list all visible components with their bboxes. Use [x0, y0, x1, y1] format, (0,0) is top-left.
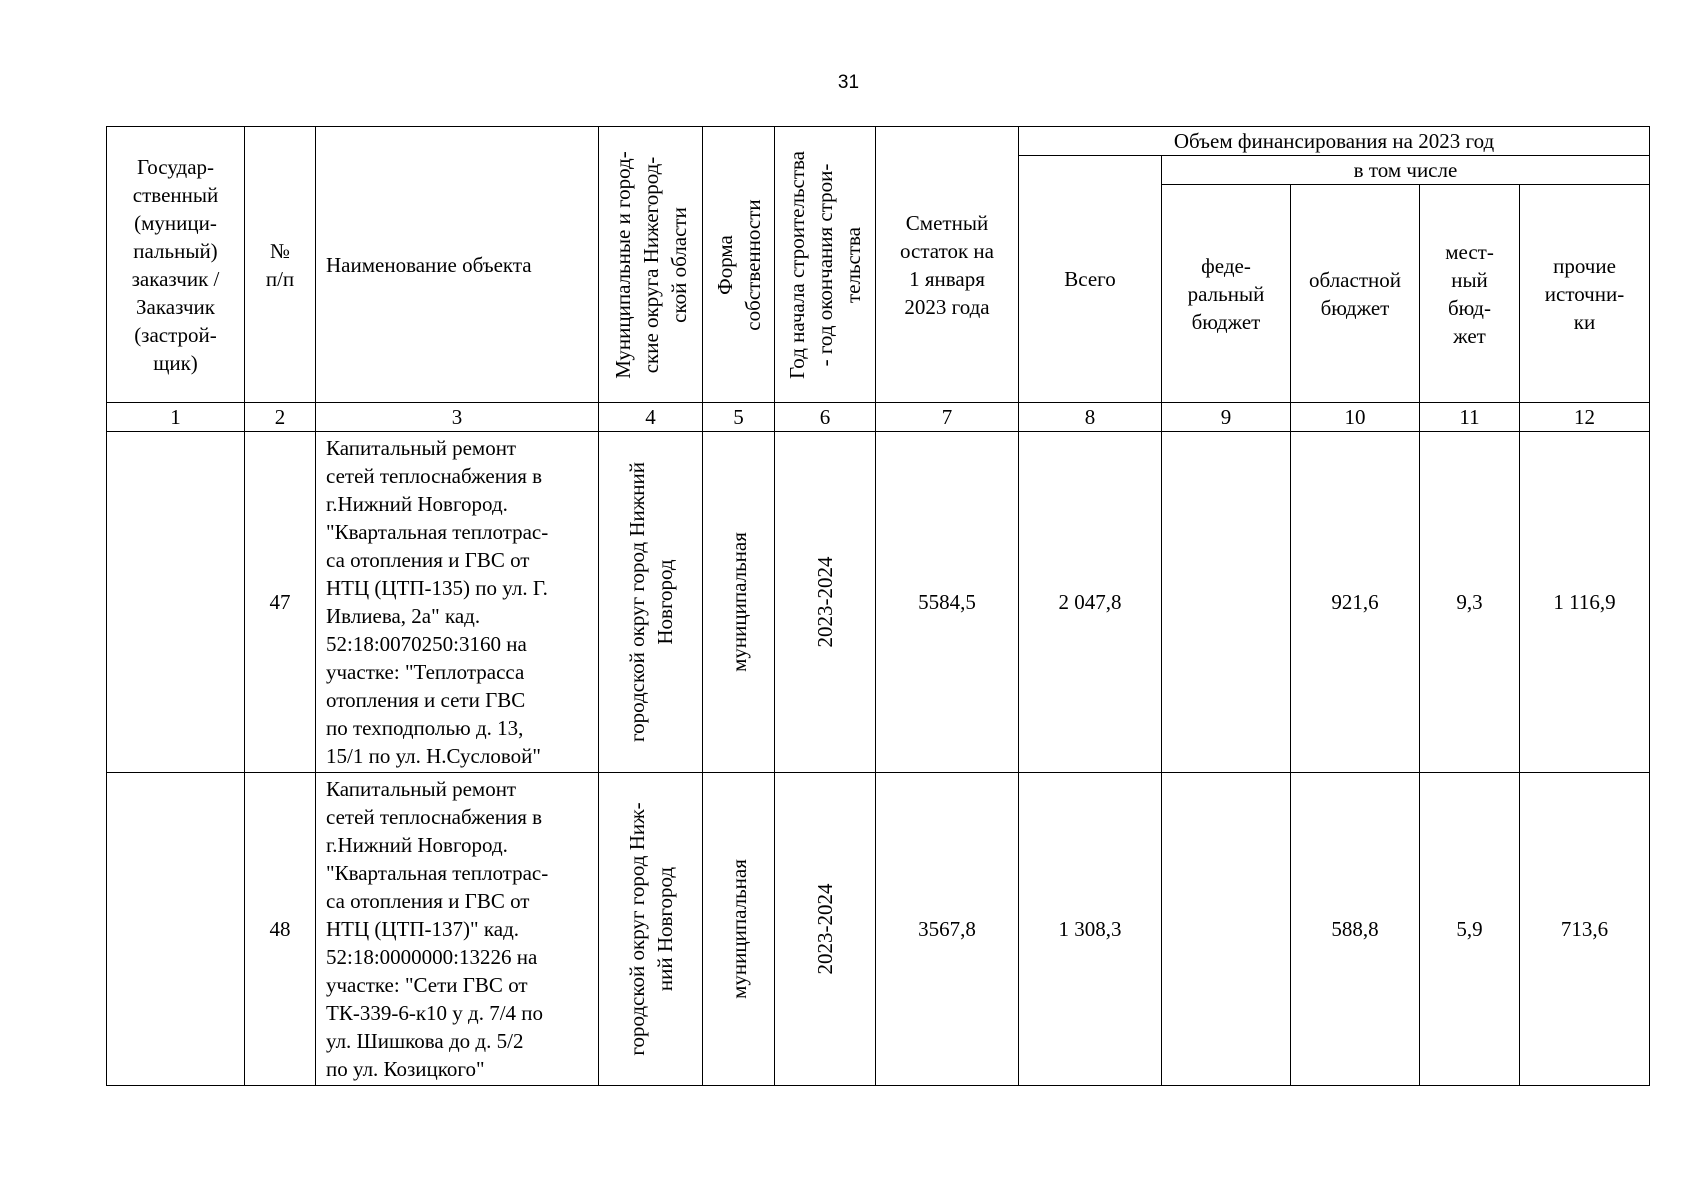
cell-years [775, 432, 876, 773]
cell-customer [107, 773, 245, 1086]
cell-years [775, 773, 876, 1086]
column-number: 5 [703, 403, 775, 432]
table-row [107, 432, 1650, 773]
column-number: 3 [316, 403, 599, 432]
header-local: мест- ный бюд- жет [1420, 185, 1520, 403]
cell-federal [1162, 432, 1291, 773]
cell-customer [107, 432, 245, 773]
cell-other: 1 116,9 [1520, 432, 1650, 773]
header-years [775, 127, 876, 403]
cell-total: 2 047,8 [1019, 432, 1162, 773]
cell-ownership [703, 432, 775, 773]
header-ownership-text: Форма собственности [712, 198, 765, 331]
cell-local: 5,9 [1420, 773, 1520, 1086]
cell-federal [1162, 773, 1291, 1086]
cell-number: 47 [245, 432, 316, 773]
financing-table [106, 126, 1650, 1086]
header-municipality-text: Муниципальные и город- ские округа Нижегород- ской области [610, 150, 691, 379]
cell-regional: 588,8 [1291, 773, 1420, 1086]
column-number: 11 [1420, 403, 1520, 432]
table-row [107, 773, 1650, 1086]
column-number: 10 [1291, 403, 1420, 432]
header-funding: Объем финансирования на 2023 год [1019, 127, 1650, 156]
column-number: 6 [775, 403, 876, 432]
column-numbers-row [107, 403, 1650, 432]
column-number: 8 [1019, 403, 1162, 432]
header-federal: феде- ральный бюджет [1162, 185, 1291, 403]
header-including: в том числе [1162, 156, 1650, 185]
header-object-name: Наименование объекта [316, 127, 599, 403]
cell-ownership [703, 773, 775, 1086]
cell-object-name: Капитальный ремонт сетей теплоснабжения в г.Нижний Новгород. "Квартальная теплотрас- са отопления и ГВС от НТЦ (ЦТП-137)" кад. 52:18:0000000:13226 на участке: "Сети ГВС от ТК-339-6-к10 у д. 7/4 по ул. Шишкова до д. 5/2 по ул. Козицкого" [316, 773, 599, 1086]
header-total: Всего [1019, 156, 1162, 403]
column-number: 2 [245, 403, 316, 432]
column-number: 9 [1162, 403, 1291, 432]
cell-total: 1 308,3 [1019, 773, 1162, 1086]
cell-estimate: 5584,5 [876, 432, 1019, 773]
cell-municipality-text: городской округ город Нижний Новгород [624, 462, 677, 742]
cell-ownership-text: муниципальная [726, 532, 751, 672]
column-number: 12 [1520, 403, 1650, 432]
cell-local: 9,3 [1420, 432, 1520, 773]
header-customer: Государ- ственный (муници- пальный) заказчик / Заказчик (застрой- щик) [107, 127, 245, 403]
header-regional: областной бюджет [1291, 185, 1420, 403]
cell-years-text: 2023-2024 [813, 883, 837, 975]
header-row-top [107, 127, 1650, 156]
column-number: 4 [599, 403, 703, 432]
header-years-text: Год начала строительства - год окончания строи- тельства [785, 150, 865, 379]
cell-years-text: 2023-2024 [813, 556, 837, 648]
header-estimate: Сметный остаток на 1 января 2023 года [876, 127, 1019, 403]
cell-other: 713,6 [1520, 773, 1650, 1086]
cell-ownership-text: муниципальная [726, 859, 751, 999]
cell-number: 48 [245, 773, 316, 1086]
cell-estimate: 3567,8 [876, 773, 1019, 1086]
cell-municipality [599, 773, 703, 1086]
header-other: прочие источни- ки [1520, 185, 1650, 403]
cell-municipality [599, 432, 703, 773]
column-number: 1 [107, 403, 245, 432]
page-number: 31 [837, 72, 860, 93]
header-ownership [703, 127, 775, 403]
header-number: № п/п [245, 127, 316, 403]
header-municipality [599, 127, 703, 403]
cell-regional: 921,6 [1291, 432, 1420, 773]
cell-municipality-text: городской округ город Ниж- ний Новгород [624, 802, 677, 1056]
cell-object-name: Капитальный ремонт сетей теплоснабжения в г.Нижний Новгород. "Квартальная теплотрас- са отопления и ГВС от НТЦ (ЦТП-135) по ул. Г. Ивлиева, 2а" кад. 52:18:0070250:3160 на участке: "Теплотрасса отопления и сети ГВС по техподполью д. 13, 15/1 по ул. Н.Сусловой" [316, 432, 599, 773]
column-number: 7 [876, 403, 1019, 432]
